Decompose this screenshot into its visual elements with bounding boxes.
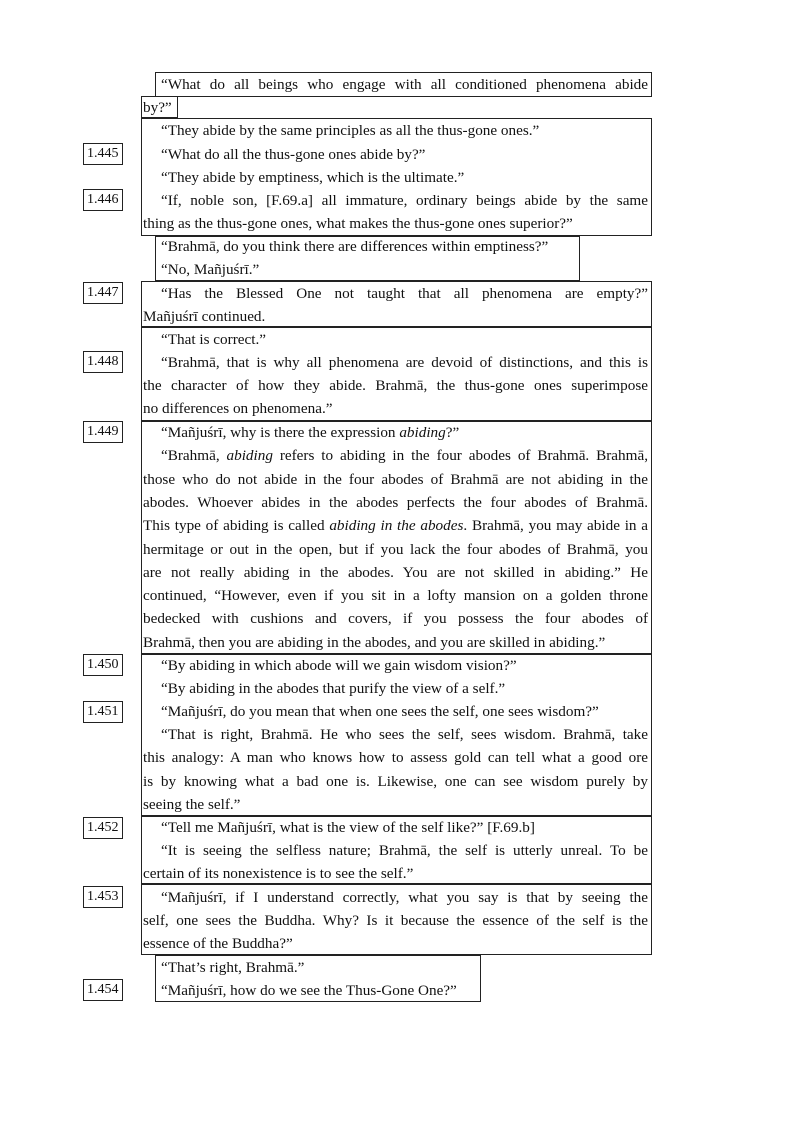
text-line: This type of abiding is called abiding in the abodes. Brahmā, you may abide in a — [143, 517, 649, 534]
text-line: “If, noble son, [F.69.a] all immature, ordinary beings abide by the same — [161, 192, 648, 209]
text-line: are not really abiding in the abodes. You are not skilled in abiding.” He — [143, 564, 648, 581]
text-line: “That is right, Brahmā. He who sees the self, sees wisdom. Brahmā, take — [161, 726, 648, 743]
text-line: by?” — [143, 99, 172, 116]
section-number: 1.454 — [83, 979, 123, 1001]
text-line: “Mañjuśrī, how do we see the Thus-Gone One?” — [161, 982, 457, 999]
text-line: “They abide by the same principles as all the thus-gone ones.” — [161, 122, 540, 139]
section-number: 1.446 — [83, 189, 123, 211]
text-line: those who do not abide in the four abodes of Brahmā are not abiding in the — [143, 471, 648, 488]
section-number: 1.450 — [83, 654, 123, 676]
text-line: “That is correct.” — [161, 331, 266, 348]
text-line: this analogy: A man who knows how to assess gold can tell what a good ore — [143, 749, 648, 766]
text-line: bedecked with cushions and covers, if you possess the four abodes of — [143, 610, 648, 627]
text-line: “It is seeing the selfless nature; Brahmā, the self is utterly unreal. To be — [161, 842, 648, 859]
text-line: the character of how they abide. Brahmā, the thus-gone ones superimpose — [143, 377, 648, 394]
text-line: hermitage or out in the open, but if you lack the four abodes of Brahmā, you — [143, 541, 648, 558]
text-line: Brahmā, then you are abiding in the abodes, and you are skilled in abiding.” — [143, 634, 606, 651]
text-line: Mañjuśrī continued. — [143, 308, 266, 325]
section-number: 1.445 — [83, 143, 123, 165]
text-line: “Brahmā, abiding refers to abiding in the four abodes of Brahmā. Brahmā, — [161, 447, 648, 464]
text-line: certain of its nonexistence is to see the self.” — [143, 865, 414, 882]
text-line: thing as the thus-gone ones, what makes the thus-gone ones superior?” — [143, 215, 573, 232]
section-number: 1.451 — [83, 701, 123, 723]
text-line: “No, Mañjuśrī.” — [161, 261, 260, 278]
text-line: “Brahmā, do you think there are differences within emptiness?” — [161, 238, 549, 255]
text-line: self, one sees the Buddha. Why? Is it because the essence of the self is the — [143, 912, 648, 929]
text-line: seeing the self.” — [143, 796, 241, 813]
text-line: essence of the Buddha?” — [143, 935, 293, 952]
text-line: “Tell me Mañjuśrī, what is the view of the self like?” [F.69.b] — [161, 819, 535, 836]
section-number: 1.452 — [83, 817, 123, 839]
text-line: “They abide by emptiness, which is the ultimate.” — [161, 169, 465, 186]
text-line: “Mañjuśrī, why is there the expression abiding?” — [161, 424, 460, 441]
text-line: “Has the Blessed One not taught that all phenomena are empty?” — [161, 285, 648, 302]
text-line: “Mañjuśrī, if I understand correctly, what you say is that by seeing the — [161, 889, 648, 906]
text-line: abodes. Whoever abides in the abodes perfects the four abodes of Brahmā. — [143, 494, 648, 511]
section-number: 1.449 — [83, 421, 123, 443]
text-line: “What do all beings who engage with all conditioned phenomena abide — [161, 76, 648, 93]
section-number: 1.453 — [83, 886, 123, 908]
text-line: continued, “However, even if you sit in a lofty mansion on a golden throne — [143, 587, 648, 604]
text-line: no differences on phenomena.” — [143, 400, 333, 417]
text-line: “Mañjuśrī, do you mean that when one sees the self, one sees wisdom?” — [161, 703, 599, 720]
text-line: “By abiding in which abode will we gain wisdom vision?” — [161, 657, 517, 674]
text-line: is by knowing what a bad one is. Likewise, one can see wisdom purely by — [143, 773, 648, 790]
text-line: “Brahmā, that is why all phenomena are devoid of distinctions, and this is — [161, 354, 648, 371]
text-line: “By abiding in the abodes that purify the view of a self.” — [161, 680, 506, 697]
section-number: 1.448 — [83, 351, 123, 373]
text-line: “What do all the thus-gone ones abide by?” — [161, 146, 426, 163]
text-line: “That’s right, Brahmā.” — [161, 959, 305, 976]
section-number: 1.447 — [83, 282, 123, 304]
